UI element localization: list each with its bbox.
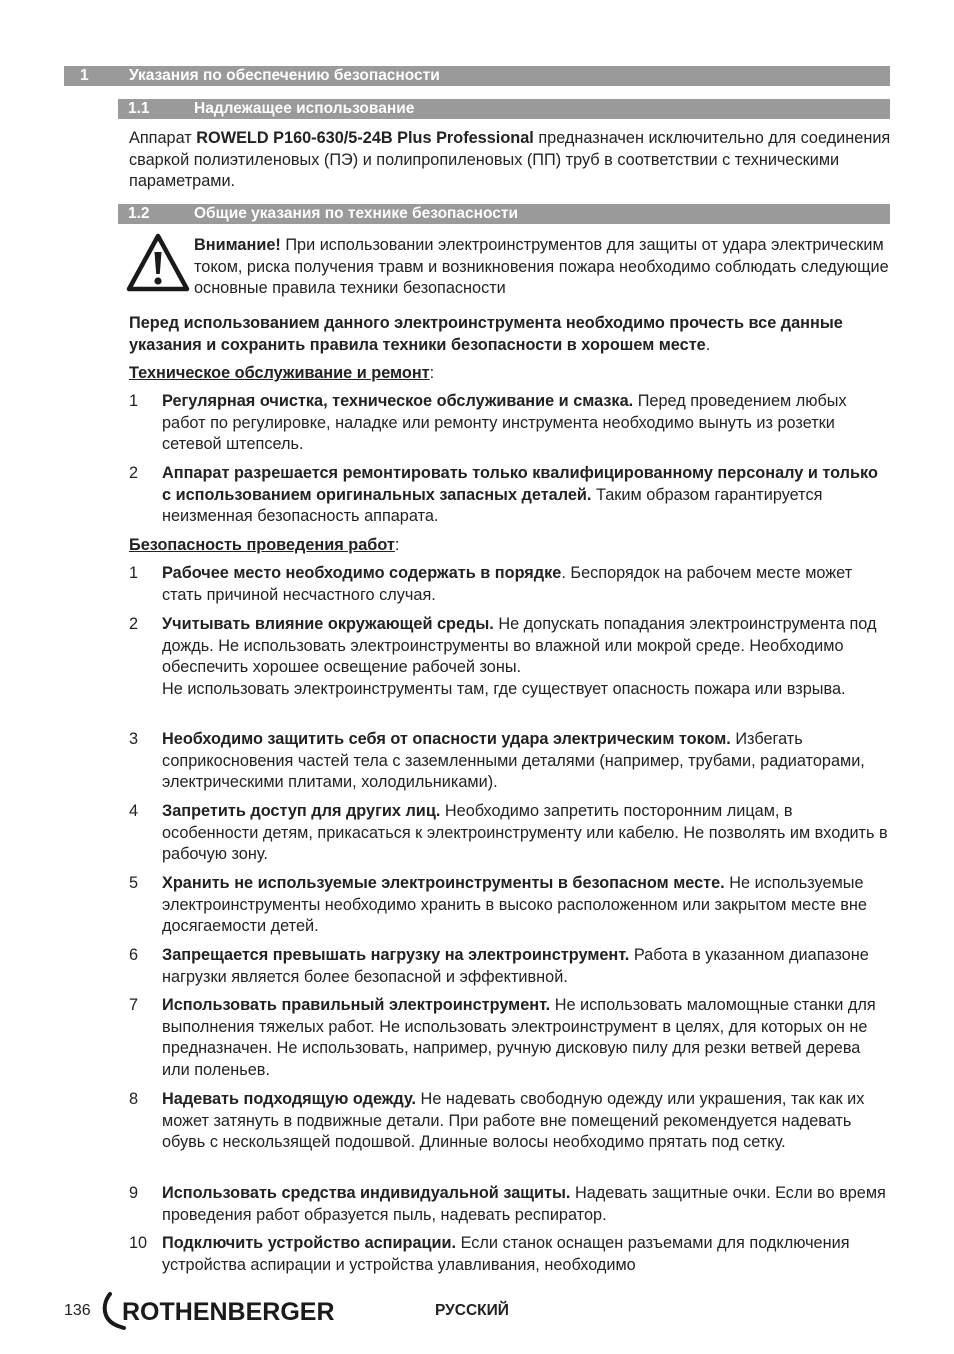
work-safety-item — [129, 1183, 890, 1226]
item-number: 5 — [129, 874, 139, 892]
item-bold: Использовать средства индивидуальной защиты. — [162, 1184, 571, 1202]
item-number: 7 — [129, 996, 139, 1014]
maintenance-heading-colon: : — [429, 364, 435, 382]
section-1-1-header — [118, 99, 890, 119]
item-number: 2 — [129, 615, 139, 633]
intended-use-pre: Аппарат — [129, 129, 197, 147]
brand-wordmark: ROTHENBERGER — [122, 1298, 335, 1326]
work-safety-item — [129, 1233, 890, 1276]
maintenance-item — [129, 463, 890, 528]
item-bold: Хранить не используемые электроинструменты в безопасном месте. — [162, 874, 725, 892]
work-safety-heading-text: Безопасность проведения работ — [129, 536, 395, 554]
work-safety-item — [129, 945, 890, 988]
work-safety-item — [129, 995, 890, 1081]
read-first-tail: . — [705, 335, 711, 354]
item-text: Если станок оснащен разъемами для подключения устройства аспирации и устройства улавливания, необходимо — [162, 1234, 850, 1274]
intended-use-post: предназначен исключительно для соединения сваркой полиэтиленовых (ПЭ) и полипропиленовых (ПП) труб в соответствии с техническими параметрами. — [129, 129, 891, 190]
item-text: Избегать соприкосновения частей тела с заземленными деталями (например, трубами, радиаторами, электрическими плитами, холодильниками). — [162, 730, 865, 791]
item-text: Не использовать маломощные станки для выполнения тяжелых работ. Не использовать электроинструмент в целях, для которых он не предназначен. Не использовать, например, ручную дисковую пилу для резки ветвей дерева или поленьев. — [162, 996, 876, 1079]
item-text: Необходимо запретить посторонним лицам, в особенности детям, прикасаться к электроинструменту или кабелю. Не позволять им входить в рабочую зону. — [162, 802, 888, 863]
section-title: Общие указания по технике безопасности — [194, 205, 519, 222]
item-bold: Рабочее место необходимо содержать в порядке — [162, 564, 562, 582]
item-number: 10 — [129, 1234, 148, 1252]
work-safety-item — [129, 614, 890, 700]
read-first-paragraph — [129, 313, 891, 356]
section-title: Надлежащее использование — [194, 100, 415, 117]
item-number: 4 — [129, 802, 139, 820]
item-bold: Аппарат разрешается ремонтировать только квалифицированному персоналу и только с использованием оригинальных запасных деталей. — [162, 464, 878, 504]
item-text: Не надевать свободную одежду или украшения, так как их может затянуть в подвижные детали. При работе вне помещений рекомендуется надевать обувь с нескользящей подошвой. Длинные волосы необходимо прятать под сетку. — [162, 1090, 865, 1151]
work-safety-item — [129, 563, 890, 606]
section-1-header — [64, 66, 890, 86]
language-label: РУССКИЙ — [435, 1302, 509, 1319]
item-number: 6 — [129, 946, 139, 964]
item-text: Таким образом гарантируется неизменная безопасность аппарата. — [162, 485, 823, 525]
item-number: 1 — [129, 392, 139, 410]
read-first-bold: Перед использованием данного электроинструмента необходимо прочесть все данные указания и сохранить правила техники безопасности в хорошем месте — [129, 314, 843, 354]
work-safety-item — [129, 873, 890, 938]
item-text: . Беспорядок на рабочем месте может стать причиной несчастного случая. — [162, 564, 853, 604]
section-number: 1 — [80, 67, 89, 84]
item-bold: Регулярная очистка, техническое обслуживание и смазка. — [162, 392, 634, 410]
warning-body: При использовании электроинструментов для защиты от удара электрическим током, риска получения травм и возникновения пожара необходимо соблюдать следующие основные правила техники безопасности — [194, 236, 889, 297]
work-safety-item — [129, 801, 890, 866]
section-title: Указания по обеспечению безопасности — [129, 67, 440, 84]
work-safety-item — [129, 729, 890, 794]
maintenance-item — [129, 391, 890, 456]
item-number: 8 — [129, 1090, 139, 1108]
item-bold: Использовать правильный электроинструмент. — [162, 996, 551, 1014]
section-number: 1.2 — [128, 205, 150, 222]
item-text: Работа в указанном диапазоне нагрузки является более безопасной и эффективной. — [162, 946, 869, 986]
item-text: Надевать защитные очки. Если во время проведения работ образуется пыль, надевать респиратор. — [162, 1184, 886, 1224]
item-number: 9 — [129, 1184, 139, 1202]
item-bold: Подключить устройство аспирации. — [162, 1234, 457, 1252]
item-bold: Запретить доступ для других лиц. — [162, 802, 441, 820]
work-safety-heading-colon: : — [394, 536, 400, 554]
maintenance-heading — [129, 363, 891, 385]
item-bold: Учитывать влияние окружающей среды. — [162, 615, 494, 633]
warning-label: Внимание! — [194, 236, 281, 254]
item-number: 2 — [129, 464, 139, 482]
rothenberger-logo — [100, 1290, 350, 1332]
item-number: 3 — [129, 730, 139, 748]
work-safety-heading — [129, 535, 891, 557]
item-text-continued: Не использовать электроинструменты там, где существует опасность пожара или взрыва. — [162, 679, 846, 698]
section-1-2-header — [118, 204, 890, 224]
section-number: 1.1 — [128, 100, 150, 117]
item-text: Перед проведением любых работ по регулировке, наладке или ремонту инструмента необходимо вынуть из розетки сетевой штепсель. — [162, 392, 847, 453]
work-safety-item — [129, 1089, 890, 1154]
item-bold: Запрещается превышать нагрузку на электроинструмент. — [162, 946, 630, 964]
item-text: Не используемые электроинструменты необходимо хранить в высоко расположенном или закрытом месте вне досягаемости детей. — [162, 874, 867, 935]
page-number: 136 — [64, 1302, 91, 1319]
maintenance-heading-text: Техническое обслуживание и ремонт — [129, 364, 430, 382]
item-number: 1 — [129, 564, 139, 582]
item-text: Не допускать попадания электроинструмента под дождь. Не использовать электроинструменты во влажной или мокрой среде. Необходимо обеспечить хорошее освещение рабочей зоны. — [162, 615, 877, 676]
item-bold: Надевать подходящую одежду. — [162, 1090, 417, 1108]
item-bold: Необходимо защитить себя от опасности удара электрическим током. — [162, 730, 731, 748]
product-name: ROWELD P160-630/5-24B Plus Professional — [196, 129, 534, 147]
warning-text — [194, 235, 890, 300]
intended-use-paragraph — [129, 128, 891, 193]
warning-triangle-icon — [126, 232, 190, 294]
